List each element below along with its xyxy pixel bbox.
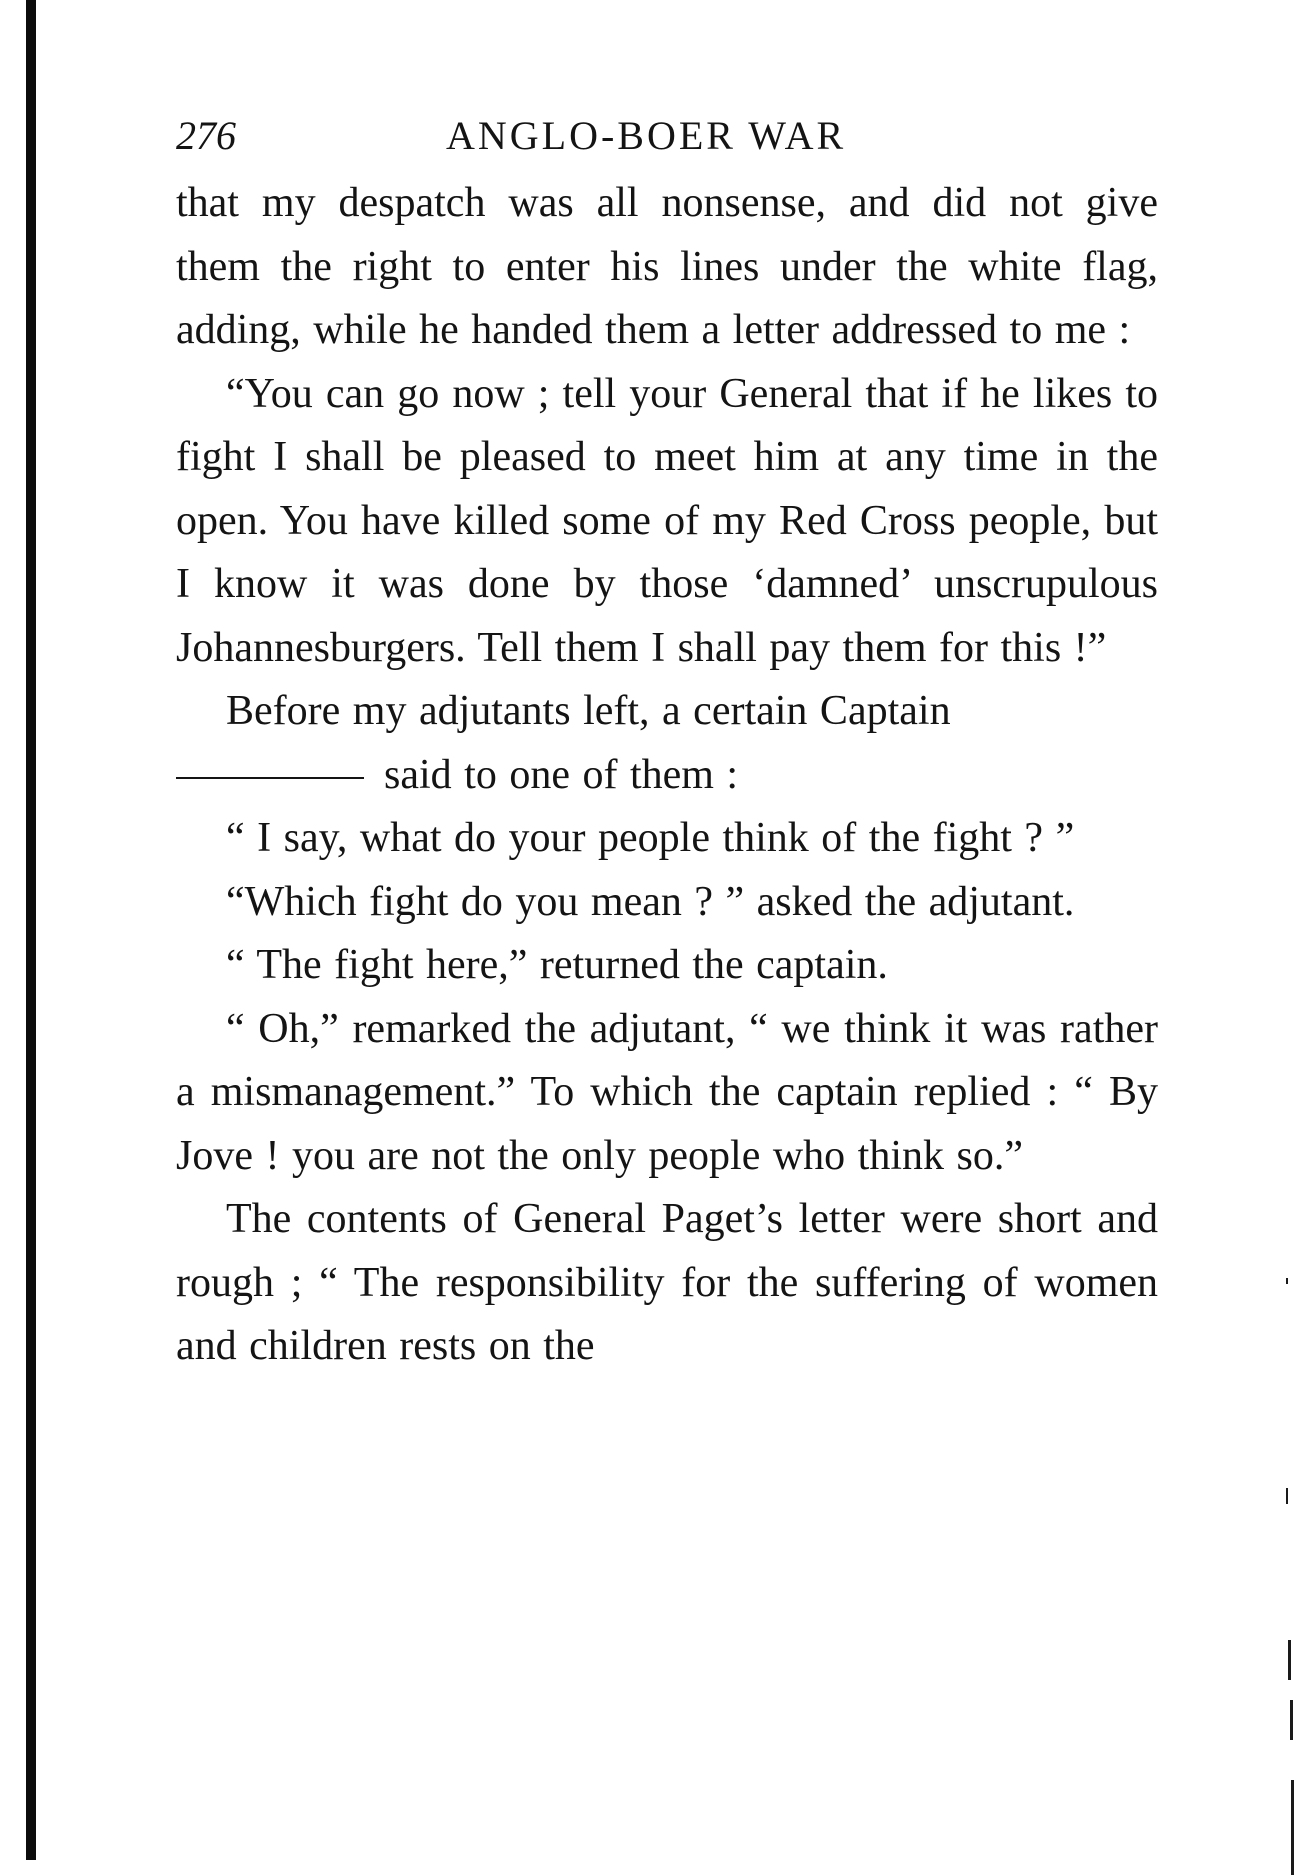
paragraph: “Which fight do you mean ? ” asked the adjutant. — [226, 878, 1075, 925]
name-omission-dash — [176, 777, 364, 779]
paragraph: that my despatch was all nonsense, and did not give them the right to enter his lines under the white flag, adding, while he handed them a letter addressed to me : — [176, 180, 1158, 353]
paragraph-text: said to one of them : — [384, 751, 739, 798]
scan-artifact-mark — [1286, 1488, 1288, 1504]
paragraph: The contents of General Paget’s letter were short and rough ; “ The responsibility for the suffering of women and children rests on the — [176, 1196, 1158, 1369]
paragraph: “You can go now ; tell your General that if he likes to fight I shall be pleased to meet him at any time in the open. You have killed some of my Red Cross people, but I know it was done by those ‘damned’ unscrupulous Johannesburgers. Tell them I shall pay them for this !” — [176, 370, 1158, 671]
scan-artifact-mark — [1291, 1780, 1294, 1875]
paragraph-text: Before my adjutants left, a certain Captain — [226, 688, 951, 734]
running-head — [176, 112, 1158, 168]
book-page — [176, 112, 1158, 1379]
paragraph: “ Oh,” remarked the adjutant, “ we think it was rather a mismanagement.” To which the captain replied : “ By Jove ! you are not the only people who think so.” — [176, 1005, 1158, 1179]
scan-binding-edge — [26, 0, 36, 1860]
running-title: ANGLO-BOER WAR — [446, 113, 847, 158]
body-text — [176, 172, 1158, 1379]
scan-artifact-mark — [1286, 1278, 1288, 1284]
paragraph: “ I say, what do your people think of the fight ? ” — [226, 815, 1075, 861]
page-number: 276 — [176, 113, 236, 158]
scan-artifact-mark — [1290, 1700, 1293, 1740]
paragraph: “ The fight here,” returned the captain. — [226, 942, 888, 988]
scan-artifact-mark — [1288, 1640, 1291, 1680]
paragraph — [176, 680, 1158, 807]
